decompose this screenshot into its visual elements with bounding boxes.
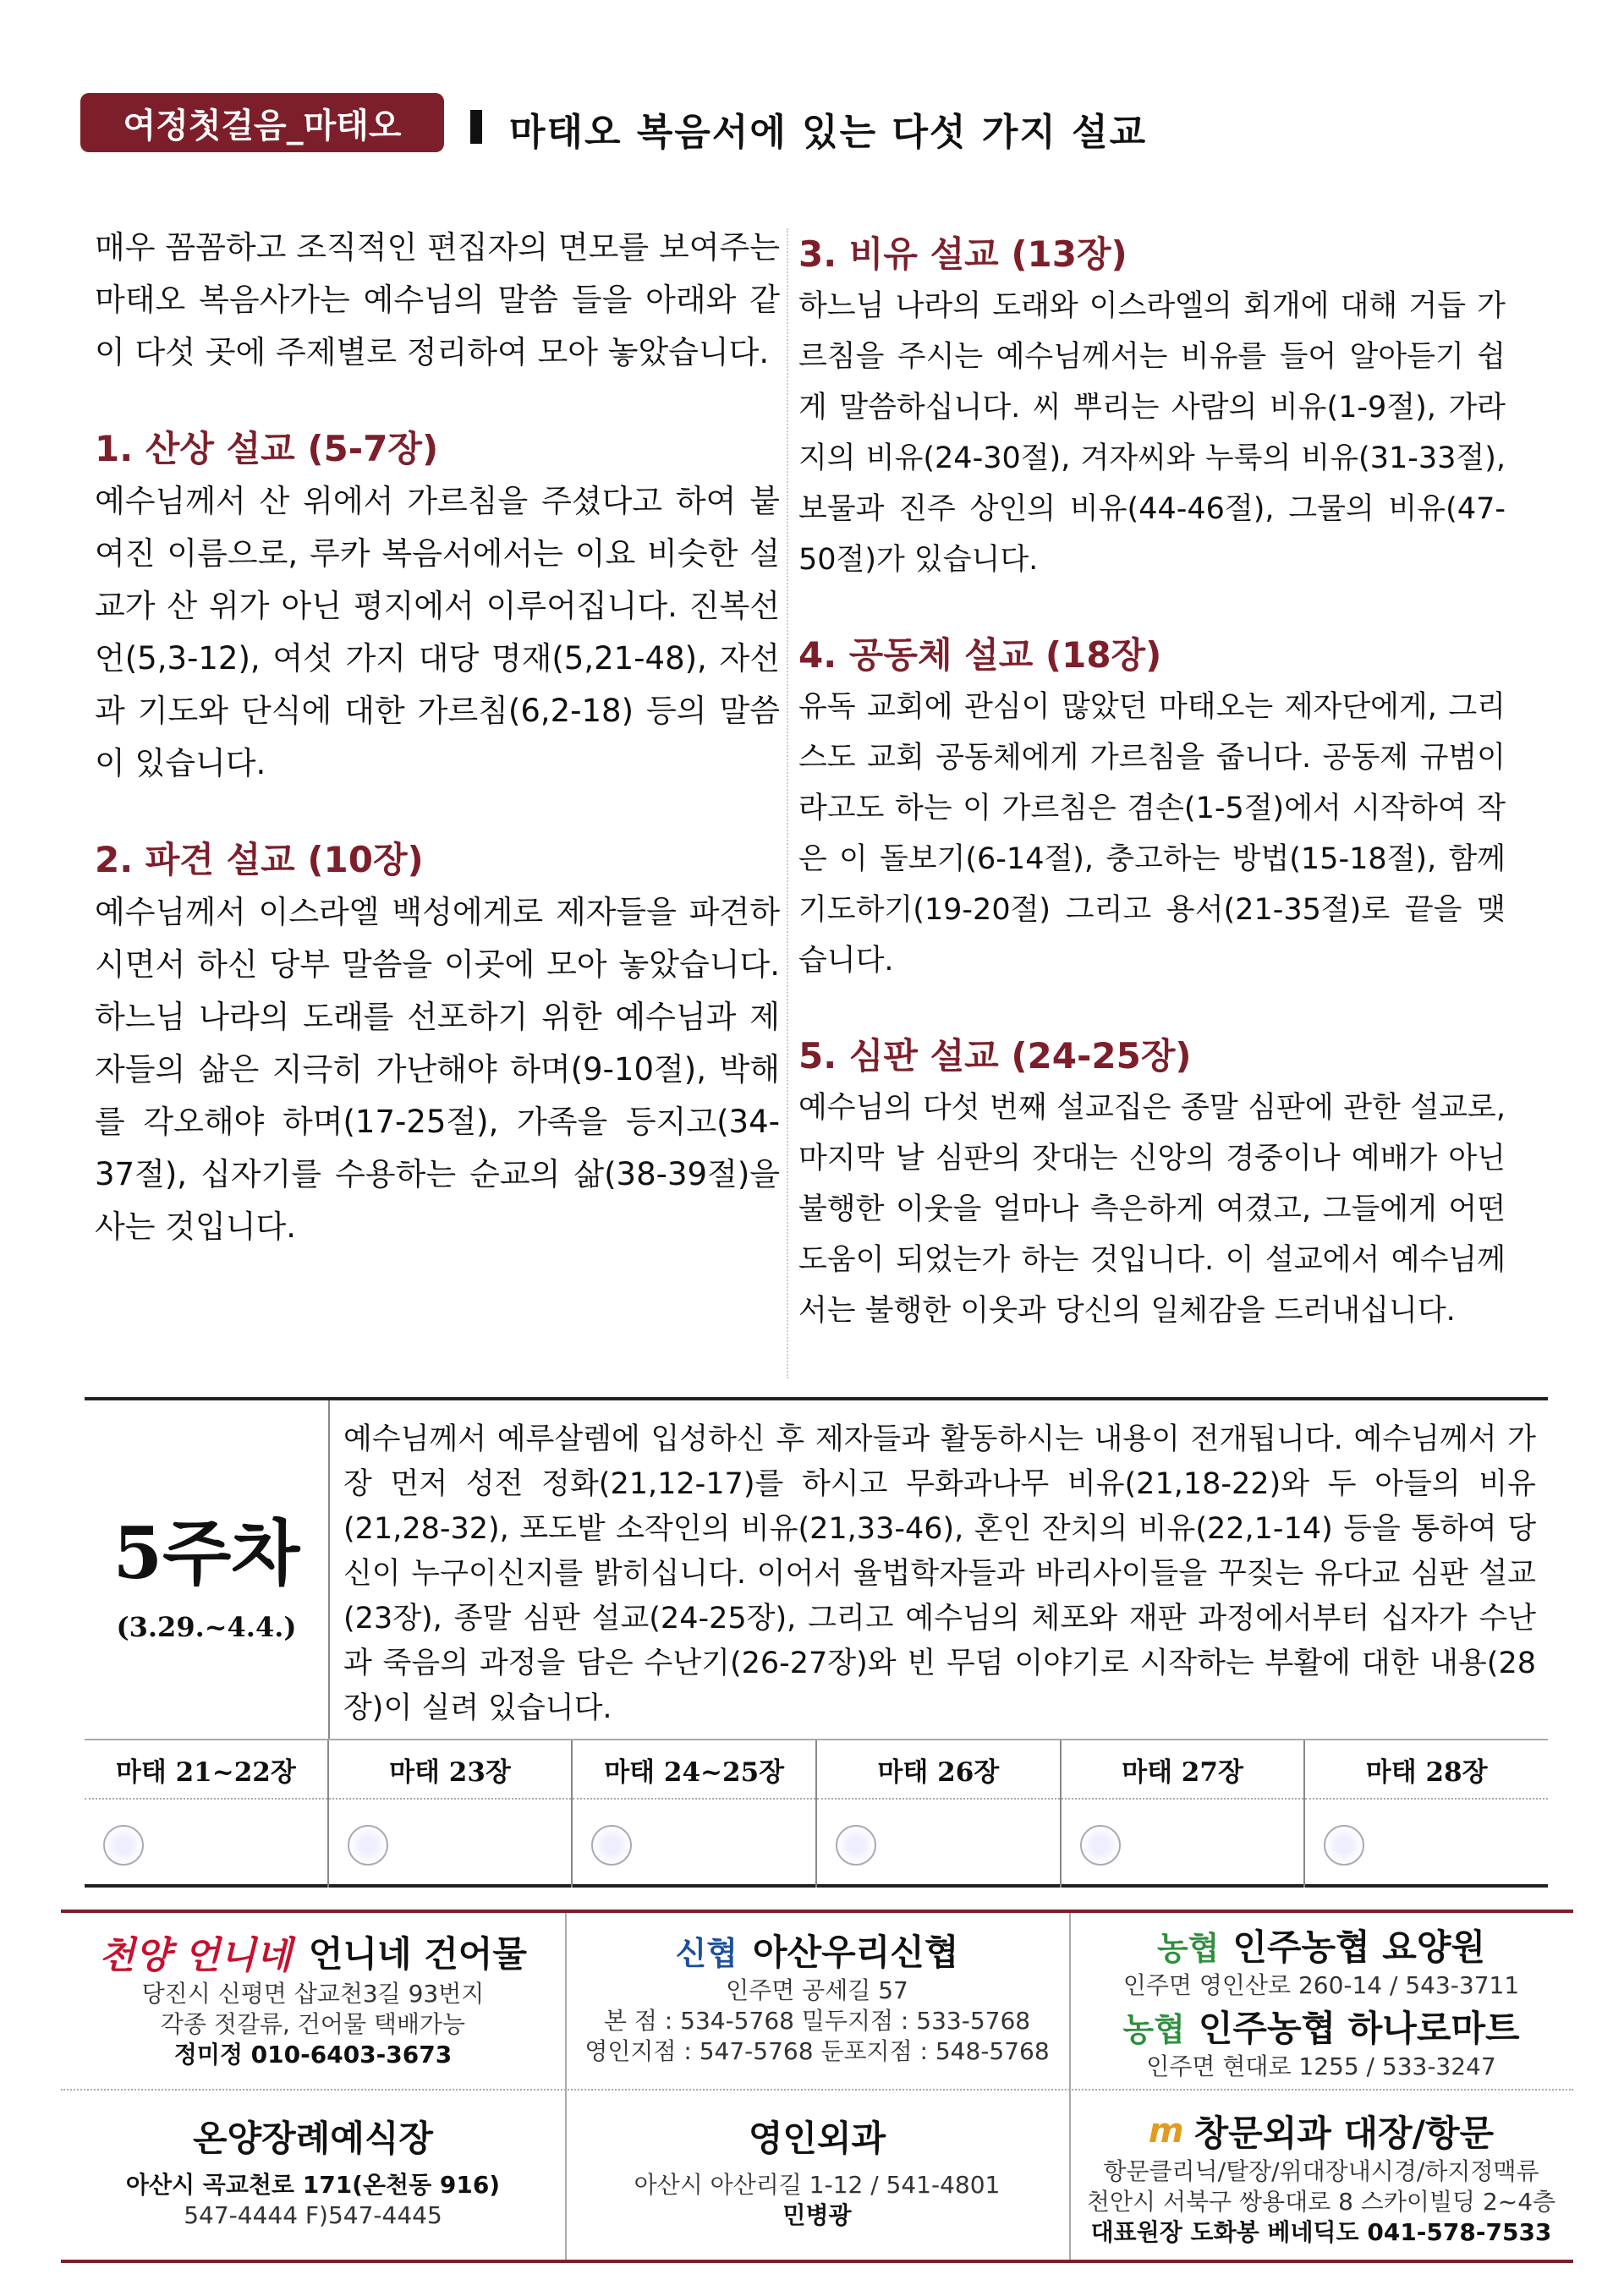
intro-paragraph: 매우 꼼꼼하고 조직적인 편집자의 면모를 보여주는 마태오 복음사가는 예수님의 말씀 들을 아래와 같이 다섯 곳에 주제별로 정리하여 모아 놓았습니다. [95,229,780,370]
ad-phone: 정미정 010-6403-3673 [173,2041,453,2069]
chapter-cell[interactable] [817,1740,1062,1888]
ad-name: 인주농협 하나로마트 [1198,2008,1520,2049]
section-title: 3. 비유 설교 (13장) [798,233,1127,275]
chapter-cell[interactable] [1062,1740,1306,1888]
chapter-label: 마태 21~22장 [85,1740,327,1800]
ad-name: 영인외과 [748,2118,886,2159]
ad-eonnine [61,1925,565,2070]
ad-info: 각종 젓갈류, 건어물 택배가능 [160,2010,466,2038]
stamp-icon [103,1825,144,1866]
left-column [95,222,780,1253]
ad-name: 아산우리신협 [752,1932,959,1973]
section-title: 4. 공동체 설교 (18장) [798,634,1162,676]
week-schedule [85,1397,1548,1888]
chapter-cell[interactable] [329,1740,573,1888]
chapter-cell[interactable] [1305,1740,1548,1888]
chapter-label: 마태 26장 [817,1740,1060,1800]
changmun-logo-icon: m [1148,2112,1184,2151]
ad-address: 인주면 현대로 1255 / 533-3247 [1146,2052,1496,2080]
ad-info: 항문클리닉/탈장/위대장내시경/하지정맥류 [1103,2157,1539,2185]
stamp-icon [1080,1825,1121,1866]
ad-sinhyup [565,1925,1069,2067]
eonnine-logo: 천양 언니네 [99,1934,292,1977]
section-body: 예수님께서 산 위에서 가르침을 주셨다고 하여 붙여진 이름으로, 루카 복음서에서는 이요 비슷한 설교가 산 위가 아닌 평지에서 이루어집니다. 진복선언(5,3-12), 여섯 가지 대당 명재(5,21-48), 자선과 기도와 단식에 대한 가르침(6,2-18) 등의 말씀이 있습니다. [95,483,780,781]
week-range: (3.29.~4.4.) [116,1610,297,1643]
chapter-cell[interactable] [573,1740,817,1888]
stamp-icon [1324,1825,1364,1866]
section-body: 하느님 나라의 도래와 이스라엘의 회개에 대해 거듭 가르침을 주시는 예수님께서는 비유를 들어 알아듣기 쉽게 말씀하십니다. 씨 뿌리는 사람의 비유(1-9절), 가라지의 비유(24-30절), 겨자씨와 누룩의 비유(31-33절), 보물과 진주 상인의 비유(44-46절), 그물의 비유(47-50절)가 있습니다. [798,289,1506,577]
ad-address: 당진시 신평면 삽교천3길 93번지 [141,1980,485,2008]
column-divider [787,228,788,1378]
chapter-checklist [85,1740,1548,1888]
stamp-icon [836,1825,876,1866]
section-body: 유독 교회에 관심이 많았던 마태오는 제자단에게, 그리스도 교회 공동체에게 가르침을 줍니다. 공동제 규범이라고도 하는 이 가르침은 겸손(1-5절)에서 시작하여 작은 이 돌보기(6-14절), 충고하는 방법(15-18절), 함께 기도하기(19-20절) 그리고 용서(21-35절)로 끝을 맺습니다. [798,690,1506,978]
ad-address: 아산시 아산리길 1-12 / 541-4801 [634,2171,1001,2199]
ad-name: 온양장례예식장 [192,2118,433,2159]
advertisements [61,1910,1573,2263]
stamp-icon [348,1825,388,1866]
ad-phone: 영인지점 : 547-5768 둔포지점 : 548-5768 [584,2037,1050,2065]
page-title: 마태오 복음서에 있는 다섯 가지 설교 [509,111,1148,154]
ad-youngin-clinic [565,2111,1069,2231]
sinhyup-logo: 신협 [675,1934,738,1972]
chapter-cell[interactable] [85,1740,329,1888]
section-title: 1. 산상 설교 (5-7장) [95,428,439,469]
ad-contact: 민병광 [782,2201,852,2229]
ad-name: 인주농협 요양원 [1232,1926,1486,1968]
stamp-icon [591,1825,632,1866]
ad-nonghyup [1069,1920,1573,2082]
ad-address: 아산시 곡교천로 171(온천동 916) [125,2171,501,2199]
ad-name: 언니네 건어물 [308,1933,527,1975]
section-title: 2. 파견 설교 (10장) [95,839,424,880]
nonghyup-logo: 농협 [1156,1929,1220,1967]
chapter-label: 마태 23장 [329,1740,572,1800]
ad-phone: 547-4444 F)547-4445 [184,2201,442,2229]
ad-address: 천안시 서북구 쌍용대로 8 스카이빌딩 2~4층 [1086,2188,1556,2216]
title-marker [470,110,482,144]
ad-phone: 대표원장 도화봉 베네딕도 041-578-7533 [1090,2218,1552,2246]
ad-address: 인주면 공세길 57 [726,1976,908,2004]
week-description: 예수님께서 예루살렘에 입성하신 후 제자들과 활동하시는 내용이 전개됩니다. 예수님께서 가장 먼저 성전 정화(21,12-17)를 하시고 무화과나무 비유(21,18-22)와 두 아들의 비유(21,28-32), 포도밭 소작인의 비유(21,33-46), 혼인 잔치의 비유(22,1-14) 등을 통하여 당신이 누구이신지를 밝히십니다. 이어서 율법학자들과 바리사이들을 꾸짖는 유다교 심판 설교(23장), 종말 심판 설교(24-25장), 그리고 예수님의 체포와 재판 과정에서부터 십자가 수난과 죽음의 과정을 담은 수난기(26-27장)와 빈 무덤 이야기로 시작하는 부활에 대한 내용(28장)이 실려 있습니다. [343,1422,1536,1725]
week-label [85,1400,330,1739]
section-body: 예수님께서 이스라엘 백성에게로 제자들을 파견하시면서 하신 당부 말씀을 이곳에 모아 놓았습니다. 하느님 나라의 도래를 선포하기 위한 예수님과 제자들의 삶은 지극히 가난해야 하며(9-10절), 박해를 각오해야 하며(17-25절), 가족을 등지고(34-37절), 십자기를 수용하는 순교의 삶(38-39절)을 사는 것입니다. [95,894,780,1245]
section-title: 5. 심판 설교 (24-25장) [798,1035,1192,1077]
chapter-label: 마태 27장 [1062,1740,1304,1800]
ad-address: 인주면 영인산로 260-14 / 543-3711 [1122,1971,1520,1999]
week-number: 5주차 [112,1510,300,1595]
nonghyup-logo: 농협 [1122,2010,1185,2048]
section-body: 예수님의 다섯 번째 설교집은 종말 심판에 관한 설교로, 마지막 날 심판의 잣대는 신앙의 경중이나 예배가 아닌 불행한 이웃을 얼마나 측은하게 여겼고, 그들에게 어떤 도움이 되었는가 하는 것입니다. 이 설교에서 예수님께서는 불행한 이웃과 당신의 일체감을 드러내십니다. [798,1091,1506,1328]
section-badge: 여정첫걸음_마태오 [80,93,444,152]
ad-changmun-clinic [1069,2106,1573,2248]
ad-phone: 본 점 : 534-5768 밀두지점 : 533-5768 [603,2007,1031,2035]
ad-name: 창문외과 대장/항문 [1193,2112,1495,2154]
right-column [798,228,1506,1336]
ad-onyang-funeral [61,2111,565,2231]
chapter-label: 마태 24~25장 [573,1740,815,1800]
chapter-label: 마태 28장 [1305,1740,1548,1800]
ad-divider [61,2089,1573,2091]
